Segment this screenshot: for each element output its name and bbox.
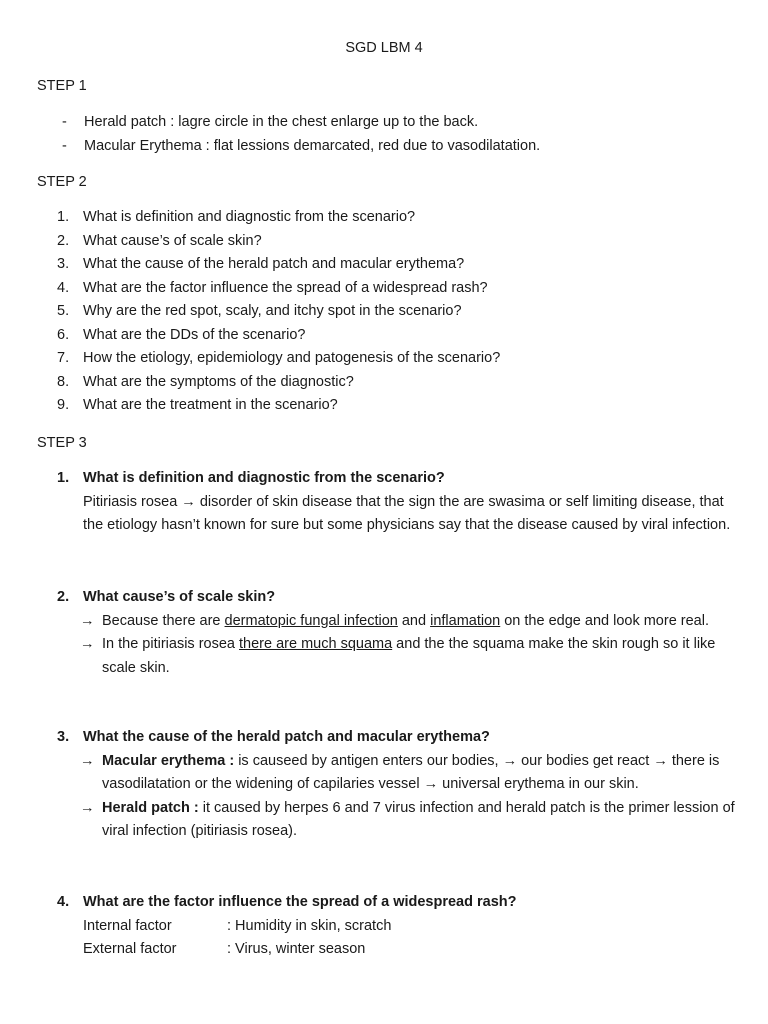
step2-heading: STEP 2	[37, 174, 87, 190]
step3-question-3	[57, 726, 737, 844]
list-item: 1. What is definition and diagnostic from the scenario?	[57, 209, 416, 225]
factor-row: Internal factor : Humidity in skin, scratch	[83, 917, 392, 934]
step1-heading: STEP 1	[37, 78, 87, 94]
list-item: 2. What cause’s of scale skin?	[57, 232, 262, 249]
step3-heading: STEP 3	[37, 435, 87, 451]
arrow-icon: →	[80, 612, 95, 629]
question-heading: 2. What cause’s of scale skin?	[57, 589, 276, 605]
document-title: SGD LBM 4	[345, 40, 423, 56]
step3-question-4	[57, 891, 737, 962]
list-item: - Herald patch : lagre circle in the chest enlarge up to the back.	[62, 114, 479, 130]
question-heading: 1. What is definition and diagnostic from the scenario?	[57, 470, 445, 486]
arrow-icon: →	[80, 799, 95, 816]
list-item: - Macular Erythema : flat lessions demarcated, red due to vasodilatation.	[62, 137, 541, 154]
step2-list	[57, 206, 500, 418]
list-item: 5. Why are the red spot, scaly, and itchy spot in the scenario?	[57, 303, 462, 319]
arrow-icon: →	[80, 636, 95, 652]
list-item: 9. What are the treatment in the scenario?	[57, 397, 338, 413]
answer-text: Pitiriasis rosea → disorder of skin disease that the sign the are swasima or self limiting disease, that the etiology hasn’t known for sure but some physicians say that the disease caused by viral infection.	[83, 493, 731, 533]
question-heading: 3. What the cause of the herald patch and macular erythema?	[57, 729, 490, 745]
question-heading: 4. What are the factor influence the spread of a widespread rash?	[57, 894, 517, 910]
factor-row: External factor : Virus, winter season	[83, 941, 366, 957]
step1-list	[62, 111, 540, 158]
list-item: 7. How the etiology, epidemiology and patogenesis of the scenario?	[57, 350, 501, 366]
list-item: 8. What are the symptoms of the diagnostic?	[57, 373, 354, 390]
arrow-icon: →	[80, 752, 95, 769]
list-item: 4. What are the factor influence the spread of a widespread rash?	[57, 279, 488, 296]
list-item: 6. What are the DDs of the scenario?	[57, 326, 306, 343]
arrow-bullet: → In the pitiriasis rosea there are much squama and the the squama make the skin rough so it like scale skin.	[57, 633, 737, 680]
arrow-bullet: → Herald patch : it caused by herpes 6 and 7 virus infection and herald patch is the primer lession of viral infection (pitiriasis rosea).	[57, 797, 737, 844]
arrow-bullet: → Macular erythema : is causeed by antigen enters our bodies, → our bodies get react → there is vasodilatation or the widening of capilaries vessel → universal erythema in our skin.	[57, 750, 737, 797]
step3-question-1	[57, 467, 737, 538]
step3-question-2	[57, 586, 737, 680]
arrow-bullet: → Because there are dermatopic fungal infection and inflamation on the edge and look more real.	[57, 610, 737, 634]
list-item: 3. What the cause of the herald patch and macular erythema?	[57, 256, 465, 272]
